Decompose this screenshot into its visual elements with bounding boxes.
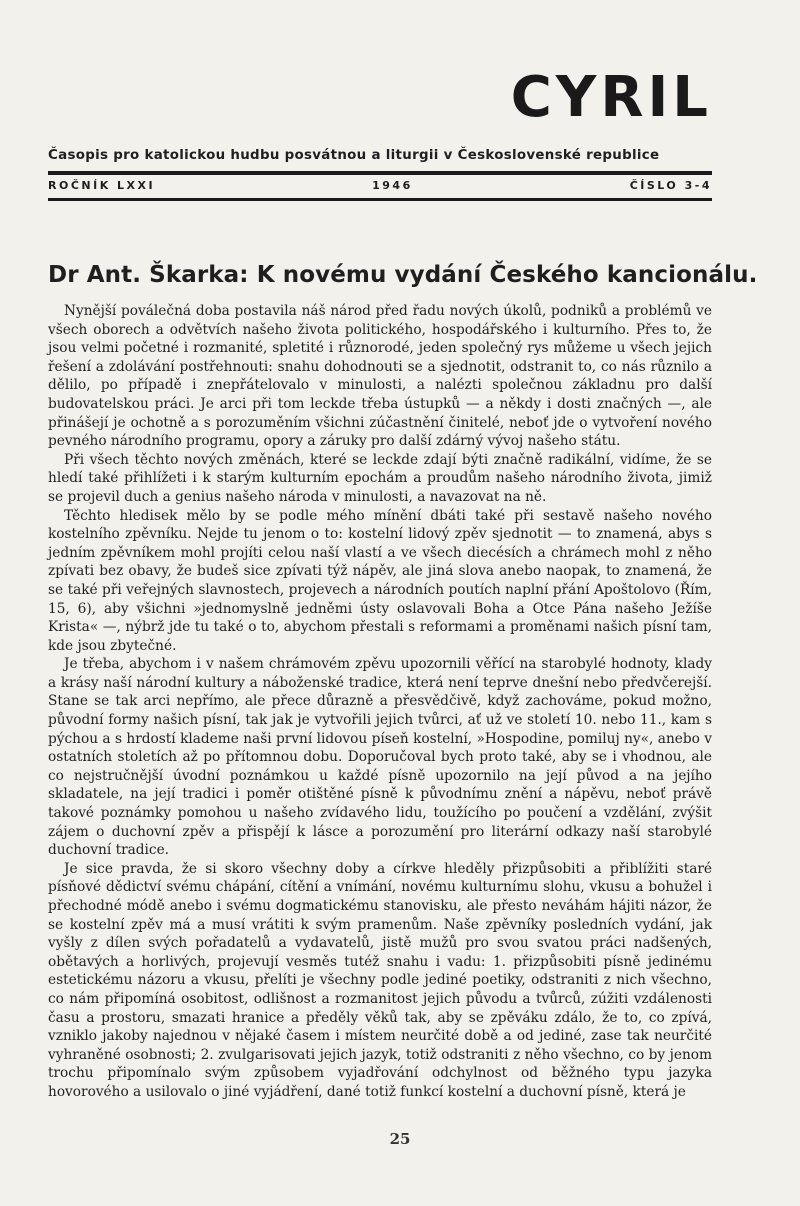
- journal-subtitle: Časopis pro katolickou hudbu posvátnou a liturgii v Československé republice: [48, 148, 660, 163]
- paragraph-3: Těchto hledisek mělo by se podle mého mínění dbáti také při sestavě našeho nového kostelního zpěvníku. Nejde tu jenom o to: kostelní lidový zpěv sjednotit — to znamená, abys s jedním zpěvníkem mohl projíti celou naší vlastí a ve všech diecésích a chrámech mohl z něho zpívati bez obavy, že budeš sice zpívati týž nápěv, ale jiná slova anebo naopak, to znamená, že se také při veřejných slavnostech, projevech a národních poutích naplní přání Apoštolovo (Řím, 15, 6), aby všichni »jednomyslně jedněmi ústy oslavovali Boha a Otce Pána našeho Ježíše Krista« —, nýbrž jde tu také o to, abychom přestali s reformami a proměnami našich písní tam, kde jsou zbytečné.: [48, 507, 712, 654]
- masthead-rule-bottom: [48, 198, 712, 201]
- paragraph-4: Je třeba, abychom i v našem chrámovém zpěvu upozornili věřící na starobylé hodnoty, klady a krásy naší národní kultury a náboženské tradice, která není teprve dnešní nebo předvčerejší. Stane se tak arci nepřímo, ale přece důrazně a přesvědčivě, když zachováme, pokud možno, původní formy našich písní, tak jak je vytvořili jejich tvůrci, ať už ve století 10. nebo 11., kam s pýchou a s hrdostí klademe naši první lidovou píseň kostelní, »Hospodine, pomiluj ny«, anebo v ostatních stoletích až po přítomnou dobu. Doporučoval bych proto také, aby se i vhodnou, ale co nejstručnější úvodní poznámkou u každé písně upozornilo na její původ a na jejího skladatele, na její tradici i poměr otištěné písně k původnímu znění a nápěvu, neboť právě takové poznámky pomohou u našeho zvídavého lidu, toužícího po poučení a vzdělání, zvýšit zájem o duchovní zpěv a přispějí k lásce a porozumění pro literární odkazy naší starobylé duchovní tradice.: [48, 656, 712, 859]
- volume-label: ROČNÍK LXXI: [48, 179, 156, 192]
- paragraph-5: Je sice pravda, že si skoro všechny doby a církve hleděly přizpůsobiti a přiblížiti staré písňové dědictví svému chápání, cítění a vnímání, novému kulturnímu slohu, vkusu a bohužel i přechodné módě anebo i svému dogmatickému stanovisku, ale přesto neváhám hájiti názor, že se kostelní zpěv má a musí vrátiti k svým pramenům. Naše zpěvníky posledních vydání, jak vyšly z dílen svých pořadatelů a vydavatelů, jistě mužů pro svou svatou práci nadšených, obětavých a horlivých, projevují vesměs tutéž snahu i vadu: 1. přizpůsobiti písně jedinému estetickému názoru a vkusu, přelíti je všechny podle jediné poetiky, odstraniti z nich všechno, co nám připomíná osobitost, odlišnost a rozmanitost jejich původu a tvůrců, zúžiti vzdálenosti času a prostoru, smazati hranice a předěly věků tak, aby se zpěváku zdálo, že to, co zpívá, vzniklo jakoby najednou v nějaké časem i místem neurčité době a od jediné, zase tak neurčité vyhraněné osobnosti; 2. zvulgarisovati jejich jazyk, totiž odstraniti z něho všechno, co by jenom trochu připomínalo svým způsobem vyjadřování odchylnost od běžného typu jazyka hovorového a usilovalo o jiné vyjádření, dané totiž funkcí kostelní a duchovní písně, která je: [48, 860, 712, 1100]
- paragraph-2: Při všech těchto nových změnách, které se leckde zdají býti značně radikální, vidíme, že se hledí také přihlížeti i k starým kulturním epochám a proudům našeho národního života, jimiž se projevil duch a genius našeho národa v minulosti, a navazovat na ně.: [48, 451, 712, 505]
- paragraph-1: Nynější poválečná doba postavila náš národ před řadu nových úkolů, podniků a problémů ve všech oborech a odvětvích našeho života politického, hospodářského i kulturního. Přes to, že jsou velmi početné i rozmanité, spletité i různorodé, jeden společný rys můžeme u všech jejich řešení a zdolávání postřehnouti: snahu dohodnouti se a sjednotit, odstranit to, co nás různilo a dělilo, po případě i znepřátelovalo v minulosti, a nalézti společnou základnu pro další budovatelskou práci. Je arci při tom leckde třeba ústupků — a někdy i dosti značných —, ale přinášejí je ochotně a s porozuměním všichni zúčastnění činitelé, neboť jde o vytvoření nového pevného národního programu, opory a záruky pro další zdárný vývoj našeho státu.: [48, 303, 712, 450]
- issue-info-row: [48, 179, 712, 192]
- page-number: 25: [389, 1129, 411, 1148]
- masthead-rule-top: [48, 171, 712, 175]
- year-label: 1946: [372, 179, 413, 192]
- article-headline: Dr Ant. Škarka: K novému vydání Českého kancionálu.: [48, 262, 758, 288]
- issue-label: ČÍSLO 3-4: [629, 179, 712, 192]
- journal-title: CYRIL: [510, 65, 712, 130]
- article-body: [48, 302, 712, 1102]
